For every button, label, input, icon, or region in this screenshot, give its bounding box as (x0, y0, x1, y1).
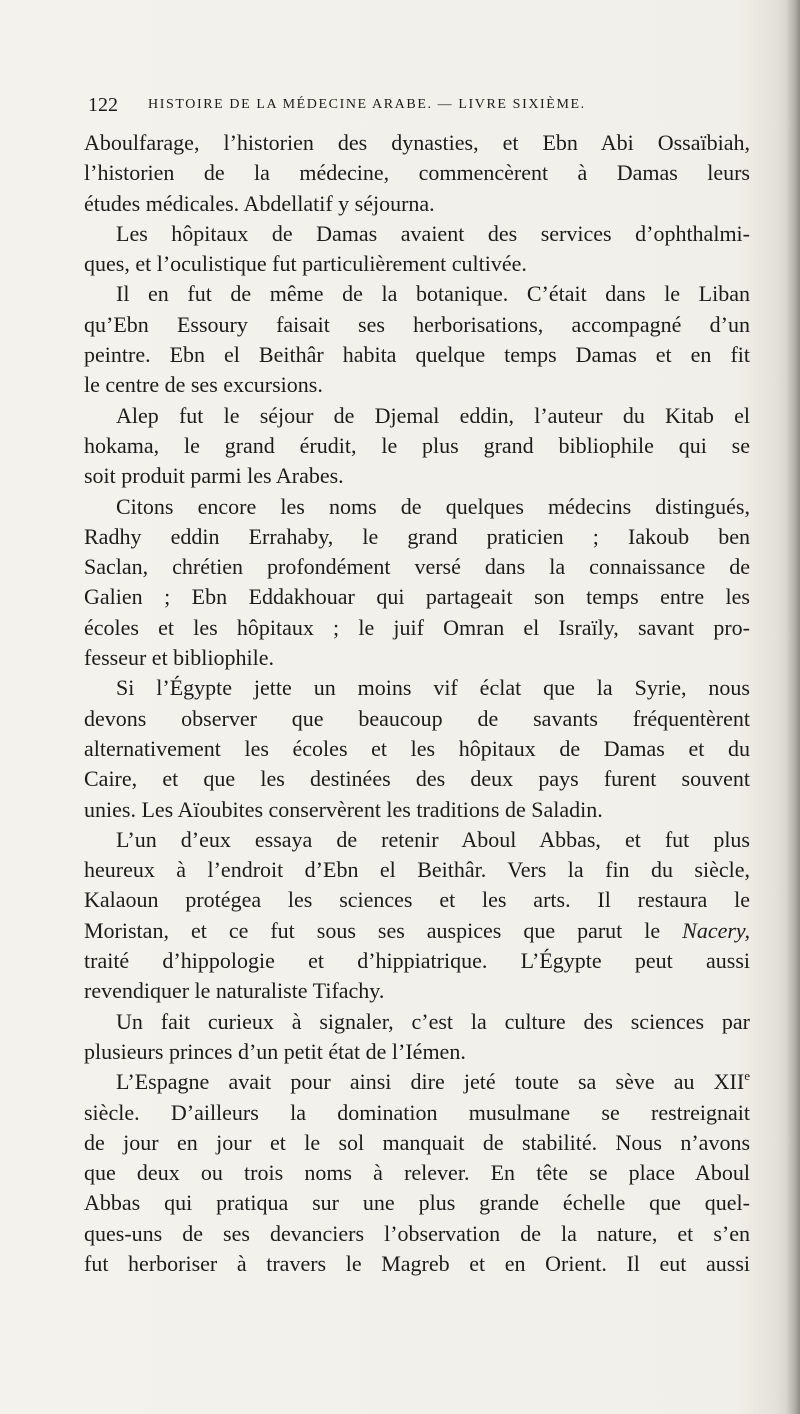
text-line-with-italic (84, 916, 750, 946)
body-text (84, 128, 750, 1279)
text-line: Caire, et que les destinées des deux pays furent souvent (84, 766, 750, 792)
text-line: Citons encore les noms de quelques médecins distingués, (116, 493, 750, 519)
text-line: l’historien de la médecine, commencèrent à Damas leurs (84, 160, 750, 186)
text-line: le centre de ses excursions. (84, 372, 323, 398)
text-line: écoles et les hôpitaux ; le juif Omran el Israïly, savant pro- (84, 614, 750, 640)
text-line-part: L’Espagne avait pour ainsi dire jeté toute sa sève au XII (116, 1069, 745, 1095)
text-line: alternativement les écoles et les hôpitaux de Damas et du (84, 735, 750, 761)
superscript: e (744, 1068, 750, 1084)
text-line: Aboulfarage, l’historien des dynasties, et Ebn Abi Ossaïbiah, (84, 130, 750, 155)
text-line: Kalaoun protégea les sciences et les arts. Il restaura le (84, 887, 750, 913)
text-line: soit produit parmi les Arabes. (84, 463, 344, 489)
page-edge-shadow (786, 0, 800, 1414)
text-line: traité d’hippologie et d’hippiatrique. L’Égypte peut aussi (84, 948, 750, 974)
text-line: plusieurs princes d’un petit état de l’Iémen. (84, 1038, 466, 1064)
text-line: Saclan, chrétien profondément versé dans la connaissance de (84, 554, 750, 580)
text-line: qu’Ebn Essoury faisait ses herborisations, accompagné d’un (84, 311, 750, 337)
text-line: heureux à l’endroit d’Ebn el Beithâr. Vers la fin du siècle, (84, 857, 750, 883)
text-line: de jour en jour et le sol manquait de stabilité. Nous n’avons (84, 1129, 750, 1155)
text-line: ques, et l’oculistique fut particulièrement cultivée. (84, 251, 527, 277)
text-line: hokama, le grand érudit, le plus grand bibliophile qui se (84, 432, 750, 458)
running-header (88, 90, 748, 120)
text-line: peintre. Ebn el Beithâr habita quelque temps Damas et en fit (84, 342, 750, 368)
text-line: Les hôpitaux de Damas avaient des services d’ophthalmi- (116, 220, 750, 246)
italic-title: Nacery, (682, 917, 750, 943)
text-line: L’un d’eux essaya de retenir Aboul Abbas, et fut plus (116, 826, 750, 852)
text-line: études médicales. Abdellatif y séjourna. (84, 190, 435, 216)
text-line: Il en fut de même de la botanique. C’était dans le Liban (116, 281, 750, 307)
text-line: Si l’Égypte jette un moins vif éclat que la Syrie, nous (116, 675, 750, 701)
text-line: fut herboriser à travers le Magreb et en Orient. Il eut aussi (84, 1250, 750, 1276)
text-line: que deux ou trois noms à relever. En tête se place Aboul (84, 1160, 750, 1186)
page-number: 122 (88, 94, 118, 116)
text-line: devons observer que beaucoup de savants fréquentèrent (84, 705, 750, 731)
text-line: Galien ; Ebn Eddakhouar qui partageait son temps entre les (84, 584, 750, 610)
running-title: HISTOIRE DE LA MÉDECINE ARABE. — LIVRE SIXIÈME. (148, 97, 586, 112)
text-line: Alep fut le séjour de Djemal eddin, l’auteur du Kitab el (116, 402, 750, 428)
text-line-part: Moristan, et ce fut sous ses auspices que parut le (84, 917, 661, 943)
text-line: revendiquer le naturaliste Tifachy. (84, 978, 385, 1004)
text-line: Un fait curieux à signaler, c’est la culture des sciences par (116, 1008, 750, 1034)
text-line: Abbas qui pratiqua sur une plus grande échelle que quel- (84, 1190, 750, 1216)
text-line-with-superscript (84, 1067, 750, 1097)
text-line: fesseur et bibliophile. (84, 645, 275, 671)
text-line: siècle. D’ailleurs la domination musulmane se restreignait (84, 1099, 750, 1125)
text-line: ques-uns de ses devanciers l’observation de la nature, et s’en (84, 1220, 750, 1246)
text-line: Radhy eddin Errahaby, le grand praticien ; Iakoub ben (84, 523, 750, 549)
text-line: unies. Les Aïoubites conservèrent les traditions de Saladin. (84, 796, 603, 822)
